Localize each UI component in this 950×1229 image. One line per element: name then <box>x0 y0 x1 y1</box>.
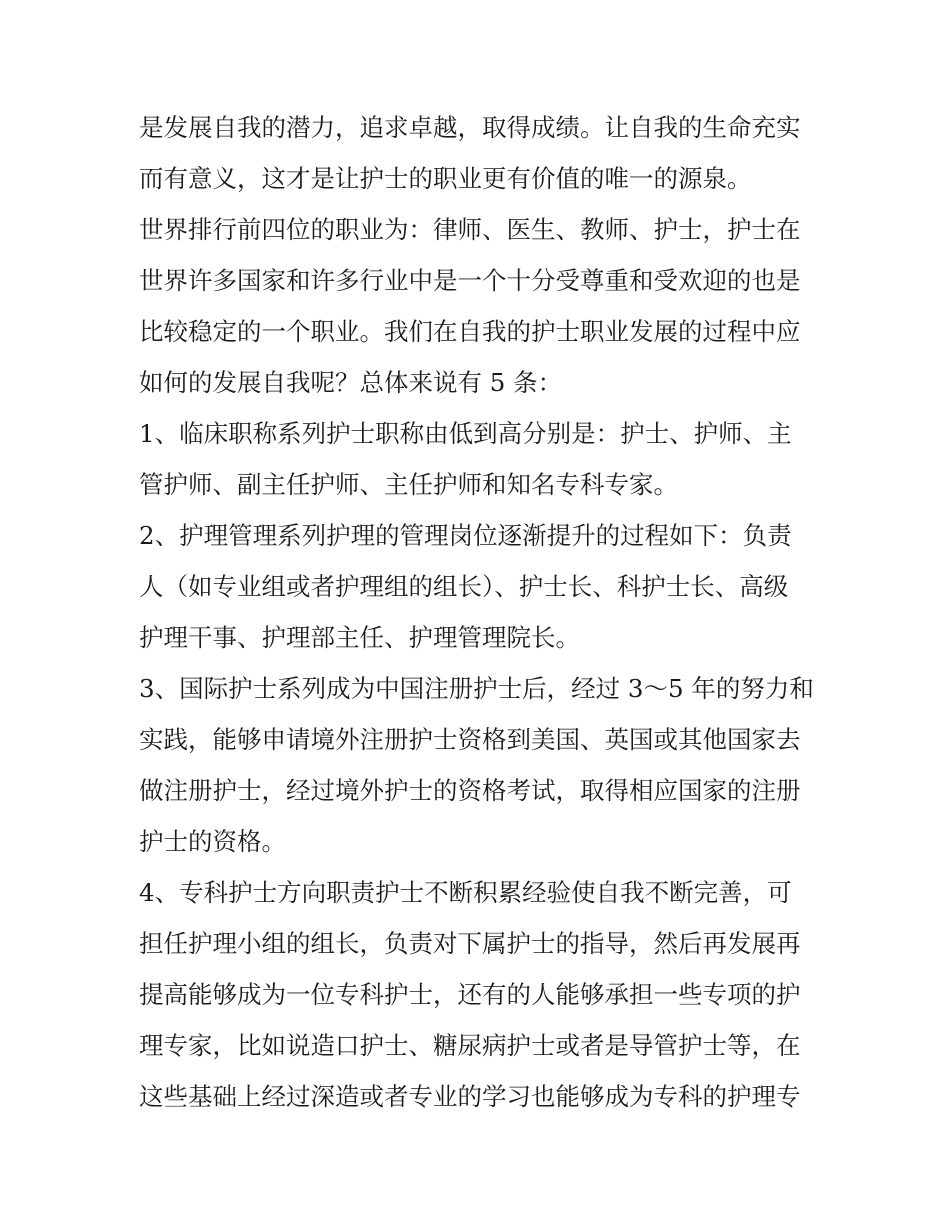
text-line: 3、国际护士系列成为中国注册护士后，经过 3～5 年的努力和 <box>139 674 814 703</box>
document-body <box>139 102 819 1122</box>
text-line: 护理干事、护理部主任、护理管理院长。 <box>139 623 580 652</box>
text-line: 提高能够成为一位专科护士，还有的人能够承担一些专项的护 <box>139 980 801 1009</box>
text-line: 世界排行前四位的职业为：律师、医生、教师、护士，护士在 <box>139 215 801 244</box>
text-line: 担任护理小组的组长，负责对下属护士的指导，然后再发展再 <box>139 929 801 958</box>
text-line: 1、临床职称系列护士职称由低到高分别是：护士、护师、主 <box>139 419 792 448</box>
text-line: 这些基础上经过深造或者专业的学习也能够成为专科的护理专 <box>139 1082 801 1111</box>
text-line: 管护师、副主任护师、主任护师和知名专科专家。 <box>139 470 678 499</box>
text-line: 2、护理管理系列护理的管理岗位逐渐提升的过程如下：负责 <box>139 521 792 550</box>
paragraph <box>139 867 819 1122</box>
text-line: 做注册护士，经过境外护士的资格考试，取得相应国家的注册 <box>139 776 801 805</box>
text-line: 理专家，比如说造口护士、糖尿病护士或者是导管护士等，在 <box>139 1031 801 1060</box>
text-line: 而有意义，这才是让护士的职业更有价值的唯一的源泉。 <box>139 164 752 193</box>
text-line: 比较稳定的一个职业。我们在自我的护士职业发展的过程中应 <box>139 317 801 346</box>
text-line: 人（如专业组或者护理组的组长）、护士长、科护士长、高级 <box>139 572 789 601</box>
text-line: 实践，能够申请境外注册护士资格到美国、英国或其他国家去 <box>139 725 801 754</box>
paragraph <box>139 408 819 510</box>
text-line: 是发展自我的潜力，追求卓越，取得成绩。让自我的生命充实 <box>139 113 801 142</box>
text-line: 4、专科护士方向职责护士不断积累经验使自我不断完善，可 <box>139 878 792 907</box>
text-line: 护士的资格。 <box>139 827 286 856</box>
text-line: 世界许多国家和许多行业中是一个十分受尊重和受欢迎的也是 <box>139 266 801 295</box>
text-line: 如何的发展自我呢？总体来说有 5 条： <box>139 368 563 397</box>
paragraph <box>139 663 819 867</box>
paragraph <box>139 204 819 408</box>
paragraph <box>139 510 819 663</box>
paragraph <box>139 102 819 204</box>
